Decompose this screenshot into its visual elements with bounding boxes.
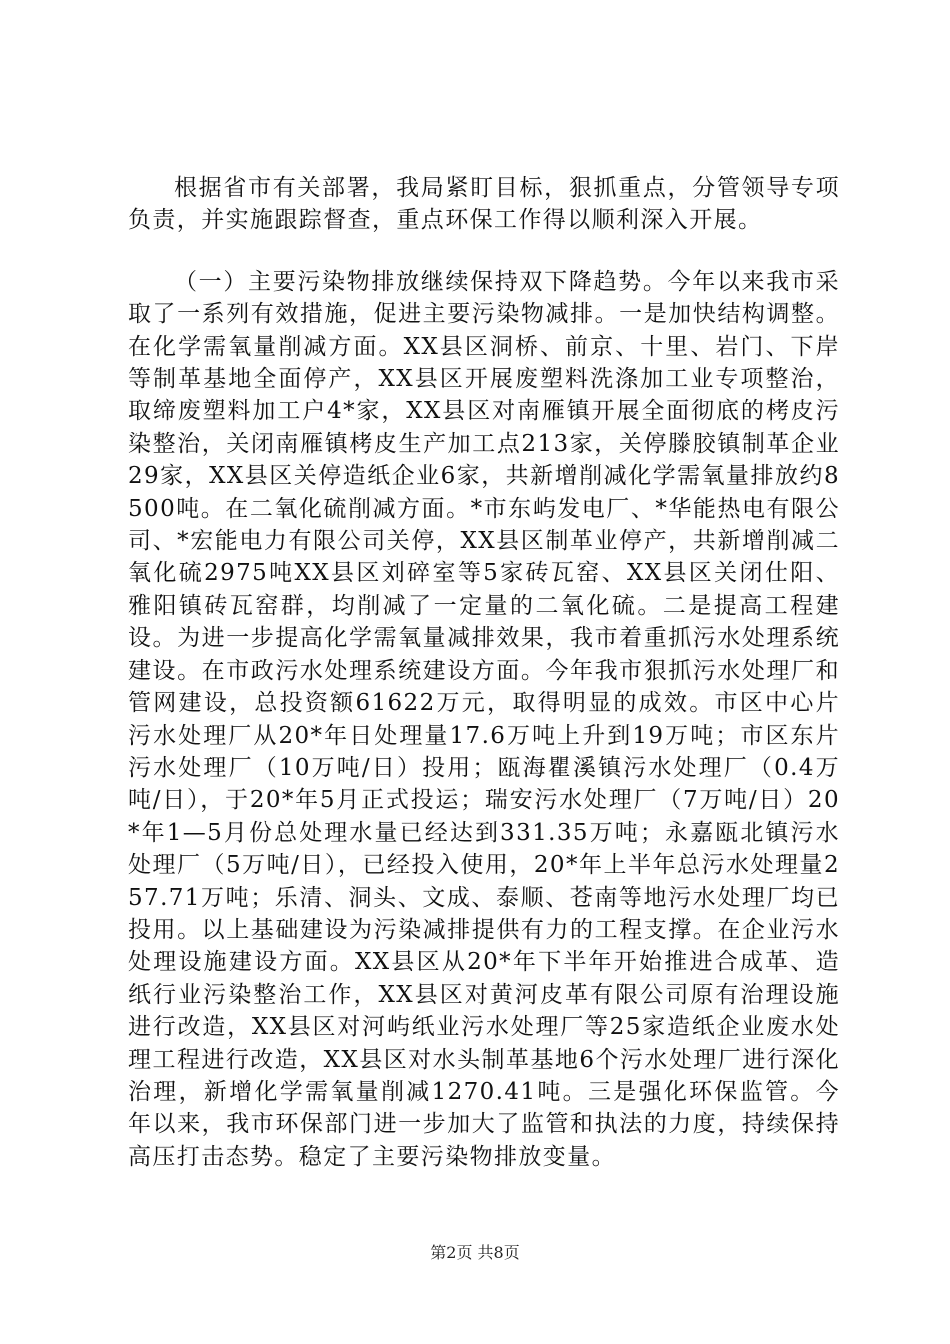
paragraph-pollutant-reduction: （一）主要污染物排放继续保持双下降趋势。今年以来我市采取了一系列有效措施，促进主要污染物减排。一是加快结构调整。在化学需氧量削减方面。XX县区洞桥、前京、十里、岩门、下岸等制革基地全面停产，XX县区开展废塑料洗涤加工业专项整治，取缔废塑料加工户4*家，XX县区对南雁镇开展全面彻底的栲皮污染整治，关闭南雁镇栲皮生产加工点213家，关停滕胶镇制革企业29家，XX县区关停造纸企业6家，共新增削减化学需氧量排放约8500吨。在二氧化硫削减方面。*市东屿发电厂、*华能热电有限公司、*宏能电力有限公司关停，XX县区制革业停产，共新增削减二氧化硫2975吨XX县区刘碎室等5家砖瓦窑、XX县区关闭仕阳、雅阳镇砖瓦窑群，均削减了一定量的二氧化硫。二是提高工程建设。为进一步提高化学需氧量减排效果，我市着重抓污水处理系统建设。在市政污水处理系统建设方面。今年我市狠抓污水处理厂和管网建设，总投资额61622万元，取得明显的成效。市区中心片污水处理厂从20*年日处理量17.6万吨上升到19万吨；市区东片污水处理厂（10万吨/日）投用；瓯海瞿溪镇污水处理厂（0.4万吨/日），于20*年5月正式投运；瑞安污水处理厂（7万吨/日）20*年1—5月份总处理水量已经达到331.35万吨；永嘉瓯北镇污水处理厂（5万吨/日），已经投入使用，20*年上半年总污水处理量257.71万吨；乐清、洞头、文成、泰顺、苍南等地污水处理厂均已投用。以上基础建设为污染减排提供有力的工程支撑。在企业污水处理设施建设方面。XX县区从20*年下半年开始推进合成革、造纸行业污染整治工作，XX县区对黄河皮革有限公司原有治理设施进行改造，XX县区对河屿纸业污水处理厂等25家造纸企业废水处理工程进行改造，XX县区对水头制革基地6个污水处理厂进行深化治理，新增化学需氧量削减1270.41吨。三是强化环保监管。今年以来，我市环保部门进一步加大了监管和执法的力度，持续保持高压打击态势。稳定了主要污染物排放变量。 — [128, 268, 840, 1170]
document-body — [128, 172, 840, 1173]
paragraph-intro: 根据省市有关部署，我局紧盯目标，狠抓重点，分管领导专项负责，并实施跟踪督查，重点环保工作得以顺利深入开展。 — [128, 175, 840, 234]
page-footer — [0, 1240, 950, 1263]
page-number: 第2页 共8页 — [430, 1243, 520, 1262]
